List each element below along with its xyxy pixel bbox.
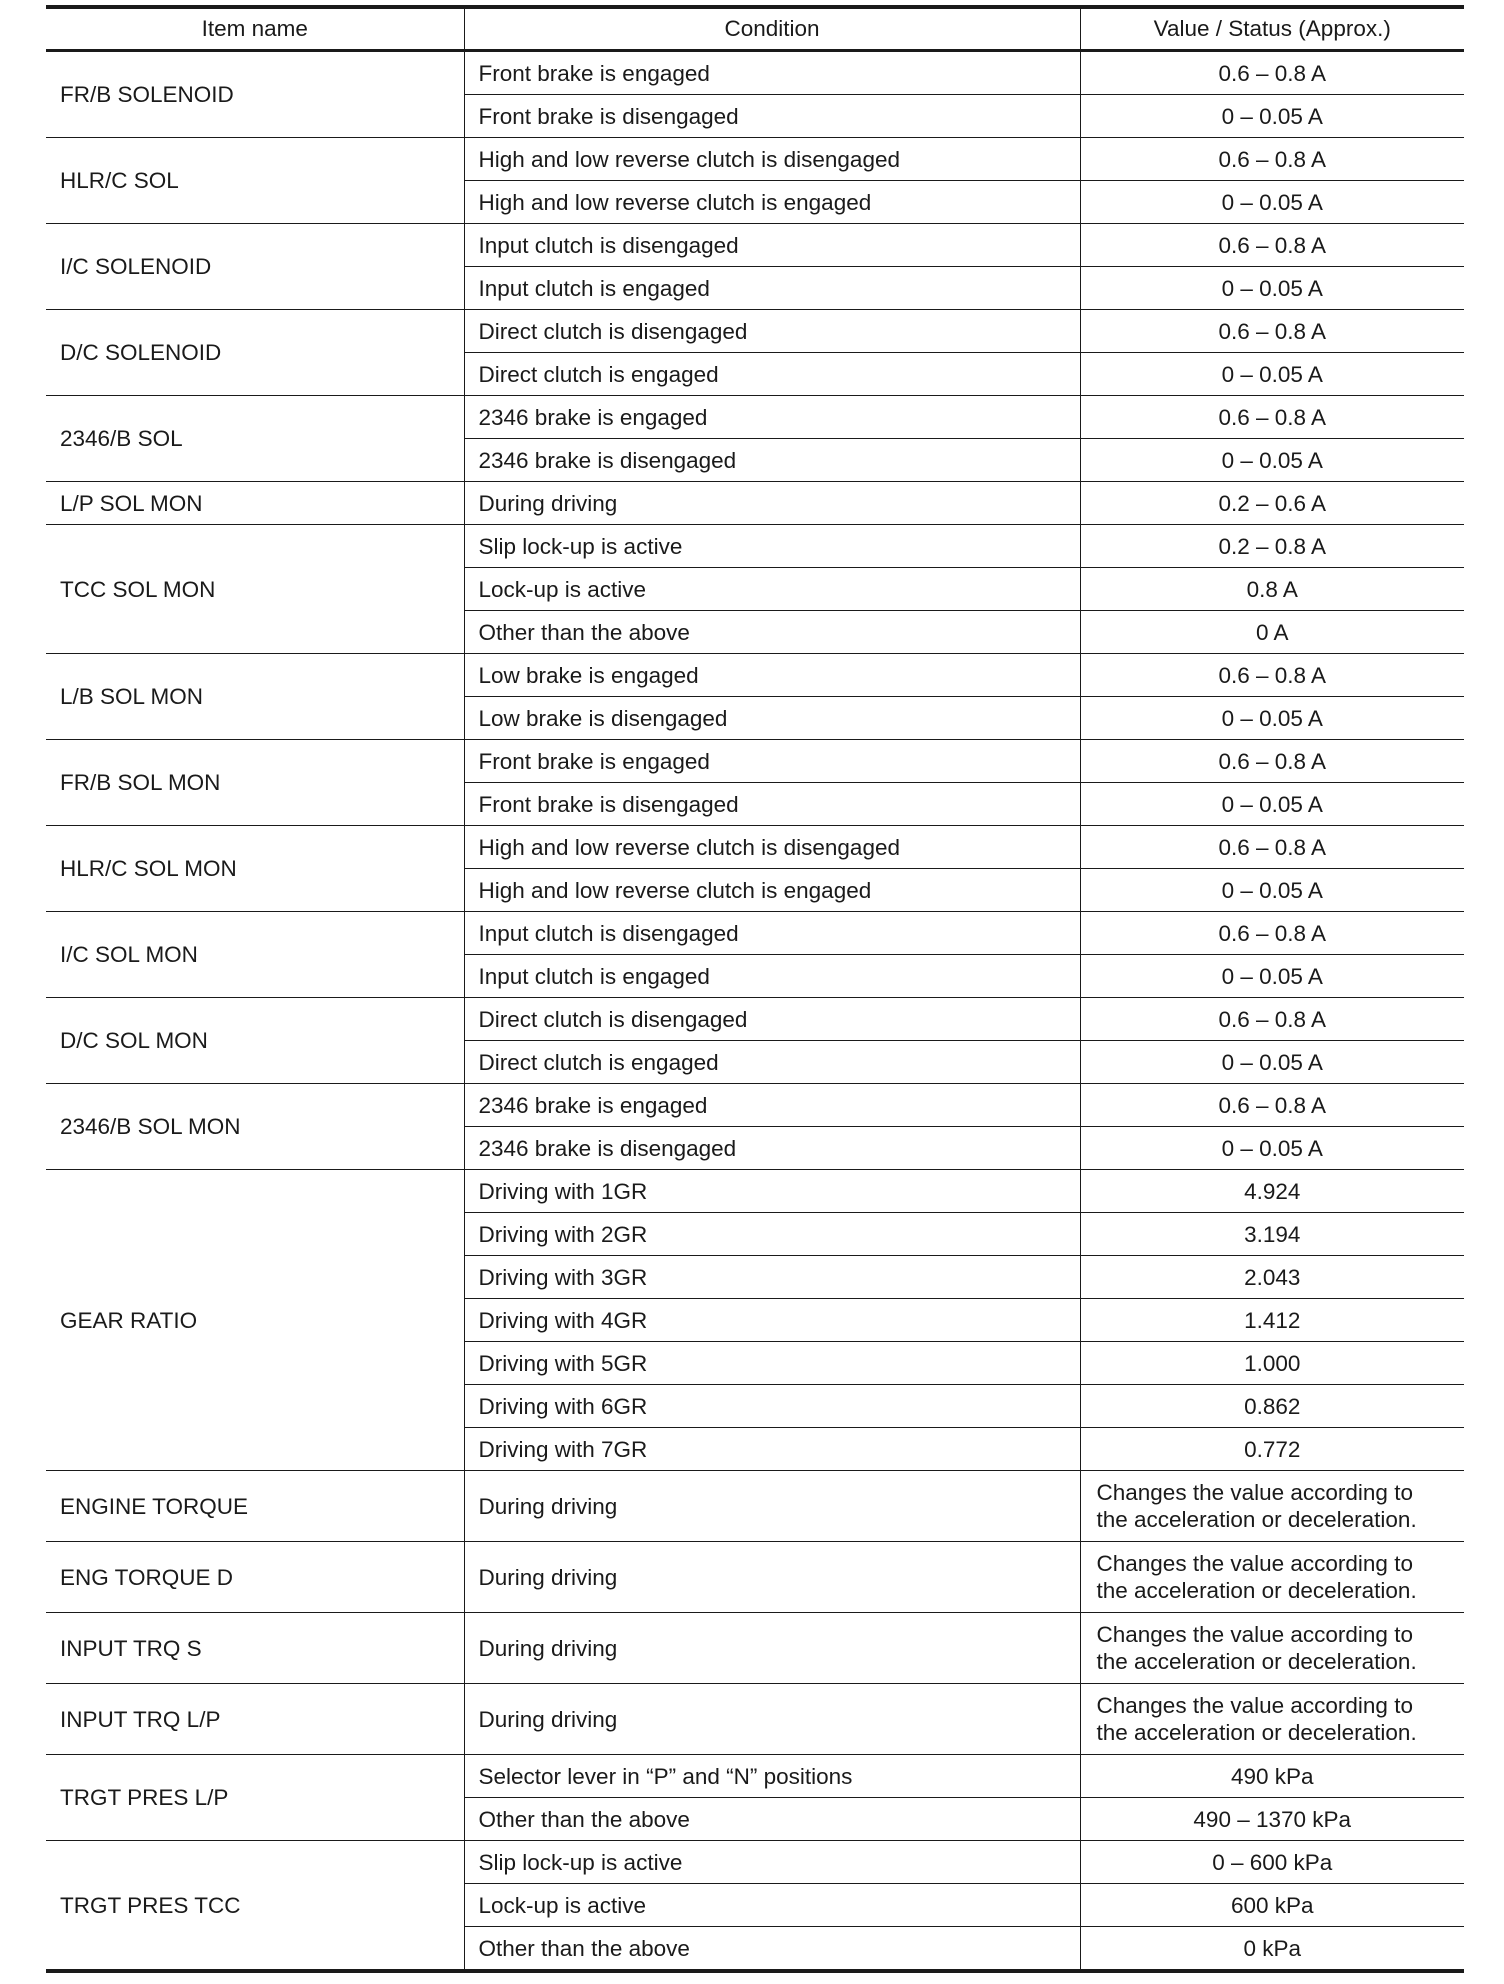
- table-header: [46, 7, 1464, 51]
- condition-cell: Lock-up is active: [464, 1884, 1080, 1927]
- item-name-cell: L/B SOL MON: [46, 654, 464, 740]
- condition-cell: Front brake is disengaged: [464, 783, 1080, 826]
- value-cell: Changes the value according to the acceleration or deceleration.: [1080, 1471, 1464, 1542]
- value-cell: 2.043: [1080, 1256, 1464, 1299]
- condition-cell: During driving: [464, 1684, 1080, 1755]
- value-cell: 0.6 – 0.8 A: [1080, 912, 1464, 955]
- value-cell: 0.6 – 0.8 A: [1080, 826, 1464, 869]
- condition-cell: Driving with 3GR: [464, 1256, 1080, 1299]
- item-name-cell: TCC SOL MON: [46, 525, 464, 654]
- condition-cell: 2346 brake is disengaged: [464, 1127, 1080, 1170]
- table-row: [46, 138, 1464, 181]
- value-cell: 600 kPa: [1080, 1884, 1464, 1927]
- condition-cell: Input clutch is engaged: [464, 267, 1080, 310]
- value-cell: 0 – 600 kPa: [1080, 1841, 1464, 1884]
- condition-cell: Direct clutch is disengaged: [464, 998, 1080, 1041]
- value-cell: 0 – 0.05 A: [1080, 869, 1464, 912]
- condition-cell: Direct clutch is engaged: [464, 1041, 1080, 1084]
- table-row: [46, 482, 1464, 525]
- item-name-cell: INPUT TRQ L/P: [46, 1684, 464, 1755]
- condition-cell: Front brake is disengaged: [464, 95, 1080, 138]
- item-name-cell: TRGT PRES TCC: [46, 1841, 464, 1972]
- value-cell: 4.924: [1080, 1170, 1464, 1213]
- value-cell: 1.000: [1080, 1342, 1464, 1385]
- condition-cell: Direct clutch is disengaged: [464, 310, 1080, 353]
- condition-cell: Low brake is engaged: [464, 654, 1080, 697]
- table-row: [46, 1755, 1464, 1798]
- item-name-cell: TRGT PRES L/P: [46, 1755, 464, 1841]
- value-cell: 0.2 – 0.8 A: [1080, 525, 1464, 568]
- condition-cell: Front brake is engaged: [464, 51, 1080, 95]
- table-row: [46, 654, 1464, 697]
- value-cell: 0.6 – 0.8 A: [1080, 138, 1464, 181]
- condition-cell: 2346 brake is disengaged: [464, 439, 1080, 482]
- table-body: [46, 51, 1464, 1972]
- condition-cell: Selector lever in “P” and “N” positions: [464, 1755, 1080, 1798]
- condition-cell: Other than the above: [464, 1798, 1080, 1841]
- value-cell: Changes the value according to the acceleration or deceleration.: [1080, 1542, 1464, 1613]
- table-row: [46, 224, 1464, 267]
- condition-cell: Driving with 1GR: [464, 1170, 1080, 1213]
- table-row: [46, 1084, 1464, 1127]
- condition-cell: Slip lock-up is active: [464, 1841, 1080, 1884]
- value-cell: 0 – 0.05 A: [1080, 1127, 1464, 1170]
- condition-cell: Other than the above: [464, 611, 1080, 654]
- table-row: [46, 1542, 1464, 1613]
- value-cell: 0.6 – 0.8 A: [1080, 224, 1464, 267]
- item-name-cell: 2346/B SOL MON: [46, 1084, 464, 1170]
- table-row: [46, 525, 1464, 568]
- value-cell: 0.6 – 0.8 A: [1080, 51, 1464, 95]
- table-row: [46, 1613, 1464, 1684]
- condition-cell: During driving: [464, 1613, 1080, 1684]
- table-row: [46, 51, 1464, 95]
- condition-cell: Driving with 6GR: [464, 1385, 1080, 1428]
- value-cell: 0 – 0.05 A: [1080, 95, 1464, 138]
- condition-cell: Driving with 5GR: [464, 1342, 1080, 1385]
- table-row: [46, 396, 1464, 439]
- value-cell: 1.412: [1080, 1299, 1464, 1342]
- condition-cell: Lock-up is active: [464, 568, 1080, 611]
- table-row: [46, 1170, 1464, 1213]
- header-row: [46, 7, 1464, 51]
- value-cell: 0 kPa: [1080, 1927, 1464, 1972]
- condition-cell: Input clutch is disengaged: [464, 224, 1080, 267]
- condition-cell: During driving: [464, 1471, 1080, 1542]
- value-cell: 0 – 0.05 A: [1080, 181, 1464, 224]
- condition-cell: Driving with 7GR: [464, 1428, 1080, 1471]
- item-name-cell: I/C SOL MON: [46, 912, 464, 998]
- value-cell: 490 – 1370 kPa: [1080, 1798, 1464, 1841]
- condition-cell: 2346 brake is engaged: [464, 396, 1080, 439]
- condition-cell: Front brake is engaged: [464, 740, 1080, 783]
- table-row: [46, 1684, 1464, 1755]
- item-name-cell: FR/B SOLENOID: [46, 51, 464, 138]
- condition-cell: Input clutch is engaged: [464, 955, 1080, 998]
- condition-cell: Driving with 4GR: [464, 1299, 1080, 1342]
- condition-cell: Driving with 2GR: [464, 1213, 1080, 1256]
- value-cell: 0.6 – 0.8 A: [1080, 396, 1464, 439]
- item-name-cell: FR/B SOL MON: [46, 740, 464, 826]
- header-condition: Condition: [464, 7, 1080, 51]
- value-cell: Changes the value according to the acceleration or deceleration.: [1080, 1684, 1464, 1755]
- value-cell: 0 – 0.05 A: [1080, 955, 1464, 998]
- value-cell: 490 kPa: [1080, 1755, 1464, 1798]
- condition-cell: 2346 brake is engaged: [464, 1084, 1080, 1127]
- condition-cell: Low brake is disengaged: [464, 697, 1080, 740]
- table-row: [46, 310, 1464, 353]
- item-name-cell: D/C SOLENOID: [46, 310, 464, 396]
- item-name-cell: ENGINE TORQUE: [46, 1471, 464, 1542]
- table-row: [46, 912, 1464, 955]
- item-name-cell: L/P SOL MON: [46, 482, 464, 525]
- condition-cell: During driving: [464, 1542, 1080, 1613]
- value-cell: Changes the value according to the acceleration or deceleration.: [1080, 1613, 1464, 1684]
- item-name-cell: 2346/B SOL: [46, 396, 464, 482]
- condition-cell: During driving: [464, 482, 1080, 525]
- table-row: [46, 1471, 1464, 1542]
- value-cell: 0.6 – 0.8 A: [1080, 654, 1464, 697]
- value-cell: 0.8 A: [1080, 568, 1464, 611]
- condition-cell: High and low reverse clutch is engaged: [464, 869, 1080, 912]
- item-name-cell: I/C SOLENOID: [46, 224, 464, 310]
- item-name-cell: INPUT TRQ S: [46, 1613, 464, 1684]
- table-row: [46, 1841, 1464, 1884]
- value-cell: 0.6 – 0.8 A: [1080, 740, 1464, 783]
- value-cell: 0 – 0.05 A: [1080, 697, 1464, 740]
- value-cell: 0 A: [1080, 611, 1464, 654]
- value-cell: 0.6 – 0.8 A: [1080, 1084, 1464, 1127]
- value-cell: 0.862: [1080, 1385, 1464, 1428]
- value-cell: 0.6 – 0.8 A: [1080, 310, 1464, 353]
- item-name-cell: GEAR RATIO: [46, 1170, 464, 1471]
- header-value-status: Value / Status (Approx.): [1080, 7, 1464, 51]
- value-cell: 0 – 0.05 A: [1080, 1041, 1464, 1084]
- condition-cell: High and low reverse clutch is disengaged: [464, 138, 1080, 181]
- condition-cell: High and low reverse clutch is disengaged: [464, 826, 1080, 869]
- table-row: [46, 740, 1464, 783]
- value-cell: 0 – 0.05 A: [1080, 439, 1464, 482]
- header-item-name: Item name: [46, 7, 464, 51]
- condition-cell: Other than the above: [464, 1927, 1080, 1972]
- item-name-cell: D/C SOL MON: [46, 998, 464, 1084]
- condition-cell: Input clutch is disengaged: [464, 912, 1080, 955]
- condition-cell: Direct clutch is engaged: [464, 353, 1080, 396]
- spec-table: [46, 5, 1464, 1973]
- value-cell: 0 – 0.05 A: [1080, 267, 1464, 310]
- value-cell: 0.6 – 0.8 A: [1080, 998, 1464, 1041]
- condition-cell: High and low reverse clutch is engaged: [464, 181, 1080, 224]
- table-row: [46, 998, 1464, 1041]
- item-name-cell: ENG TORQUE D: [46, 1542, 464, 1613]
- item-name-cell: HLR/C SOL: [46, 138, 464, 224]
- value-cell: 0.2 – 0.6 A: [1080, 482, 1464, 525]
- value-cell: 0 – 0.05 A: [1080, 353, 1464, 396]
- value-cell: 3.194: [1080, 1213, 1464, 1256]
- item-name-cell: HLR/C SOL MON: [46, 826, 464, 912]
- condition-cell: Slip lock-up is active: [464, 525, 1080, 568]
- value-cell: 0 – 0.05 A: [1080, 783, 1464, 826]
- table-row: [46, 826, 1464, 869]
- value-cell: 0.772: [1080, 1428, 1464, 1471]
